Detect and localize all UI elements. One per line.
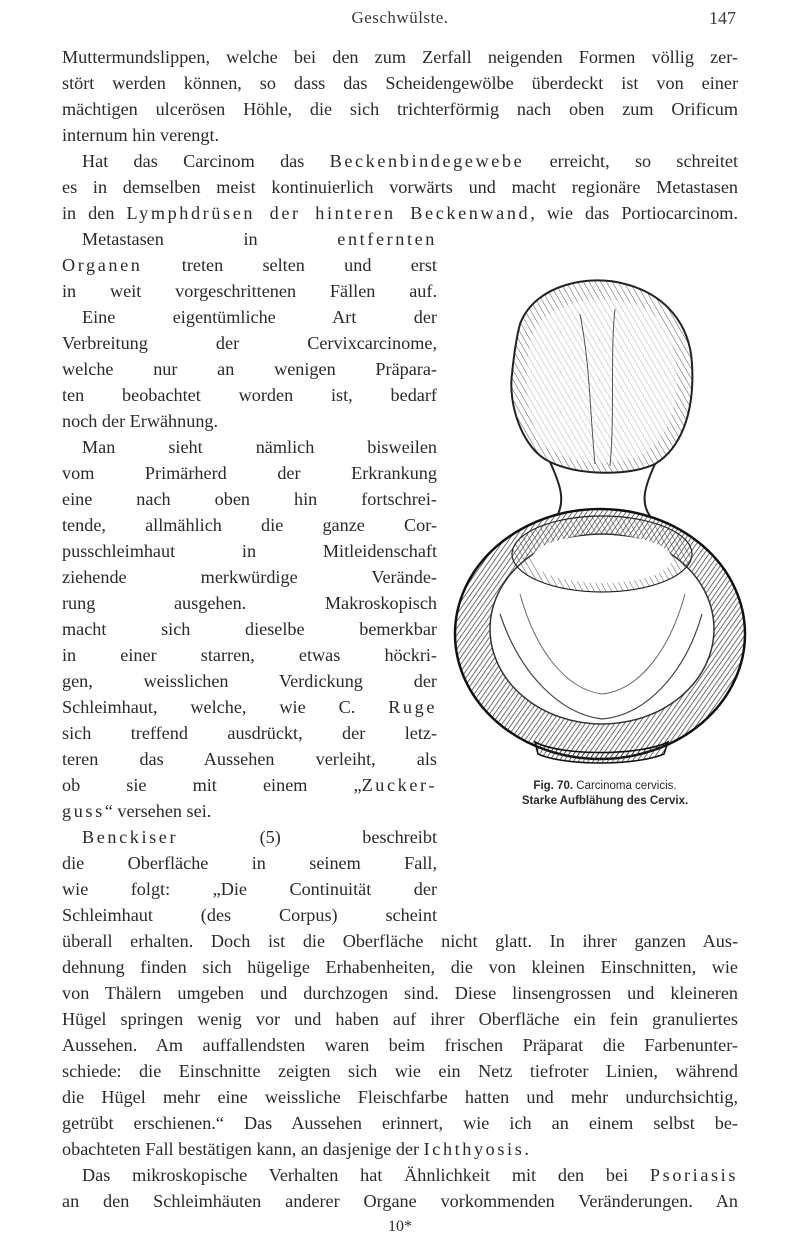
- body-line: Hügel springen wenig vor und haben auf ihrer Oberfläche ein fein granuliertes: [62, 1009, 738, 1029]
- body-line: sich treffend ausdrückt, der letz-: [62, 723, 437, 743]
- body-line: Man sieht nämlich bisweilen: [82, 437, 437, 457]
- cervix-illustration: [440, 254, 770, 774]
- body-line: pusschleimhaut in Mitleidenschaft: [62, 541, 437, 561]
- body-line: Hat das Carcinom das Beckenbindegewebe erreicht, so schreitet: [82, 151, 739, 171]
- body-line: die Oberfläche in seinem Fall,: [62, 853, 437, 873]
- body-line: die Hügel mehr eine weissliche Fleischfarbe hatten und mehr undurchsichtig,: [62, 1087, 738, 1107]
- body-line: in den Lymphdrüsen der hinteren Beckenwand, wie das Portiocarcinom.: [62, 203, 738, 223]
- body-line: mächtigen ulcerösen Höhle, die sich trichterförmig nach oben zum Orificum: [62, 99, 738, 119]
- body-line: getrübt erschienen.“ Das Aussehen erinnert, wie ich an einem selbst be-: [62, 1113, 738, 1133]
- body-line: stört werden können, so dass das Scheidengewölbe überdeckt ist von einer: [62, 73, 738, 93]
- body-line: guss“ versehen sei.: [62, 801, 212, 821]
- body-line: gen, weisslichen Verdickung der: [62, 671, 437, 691]
- body-line: ziehende merkwürdige Verände-: [62, 567, 437, 587]
- body-line: ten beobachtet worden ist, bedarf: [62, 385, 437, 405]
- sheet-signature: 10*: [388, 1218, 412, 1235]
- figure-70: [440, 254, 770, 814]
- body-line: von Thälern umgeben und durchzogen sind. Diese linsengrossen und kleineren: [62, 983, 738, 1003]
- body-line: Verbreitung der Cervixcarcinome,: [62, 333, 437, 353]
- body-line: vom Primärherd der Erkrankung: [62, 463, 437, 483]
- body-line: Organen treten selten und erst: [62, 255, 437, 275]
- body-line: rung ausgehen. Makroskopisch: [62, 593, 437, 613]
- figure-caption-title: [440, 780, 770, 792]
- figure-number: Fig. 70.: [533, 780, 574, 792]
- body-line: Benckiser (5) beschreibt: [82, 827, 437, 847]
- body-line: obachteten Fall bestätigen kann, an dasjenige der Ichthyosis.: [62, 1139, 529, 1159]
- body-line: schiede: die Einschnitte zeigten sich wie ein Netz tiefroter Linien, während: [62, 1061, 738, 1081]
- page-number: 147: [709, 8, 736, 28]
- body-line: dehnung finden sich hügelige Erhabenheiten, die von kleinen Einschnitten, wie: [62, 957, 738, 977]
- body-line: tende, allmählich die ganze Cor-: [62, 515, 437, 535]
- body-line: teren das Aussehen verleiht, als: [62, 749, 437, 769]
- running-head: Geschwülste.: [351, 8, 449, 27]
- body-line: in einer starren, etwas höckri-: [62, 645, 437, 665]
- body-line: Eine eigentümliche Art der: [82, 307, 437, 327]
- page-header: [0, 8, 800, 38]
- body-line: ob sie mit einem „Zucker-: [62, 775, 437, 795]
- figure-caption-subtitle: Starke Aufblähung des Cervix.: [521, 795, 689, 807]
- body-line: Schleimhaut (des Corpus) scheint: [62, 905, 437, 925]
- body-line: es in demselben meist kontinuierlich vorwärts und macht regionäre Metastasen: [62, 177, 738, 197]
- body-line: internum hin verengt.: [62, 125, 220, 145]
- body-line: an den Schleimhäuten anderer Organe vorkommenden Veränderungen. An: [62, 1191, 738, 1211]
- body-line: in weit vorgeschrittenen Fällen auf.: [62, 281, 437, 301]
- body-line: noch der Erwähnung.: [62, 411, 219, 431]
- body-line: Aussehen. Am auffallendsten waren beim frischen Präparat die Farbenunter-: [62, 1035, 738, 1055]
- body-line: eine nach oben hin fortschrei-: [62, 489, 437, 509]
- body-line: Das mikroskopische Verhalten hat Ähnlichkeit mit den bei Psoriasis: [82, 1165, 738, 1185]
- figure-title: Carcinoma cervicis.: [576, 780, 677, 792]
- body-line: macht sich dieselbe bemerkbar: [62, 619, 437, 639]
- body-line: welche nur an wenigen Präpara-: [62, 359, 437, 379]
- body-line: Schleimhaut, welche, wie C. Ruge: [62, 697, 437, 717]
- body-line: Muttermundslippen, welche bei den zum Zerfall neigenden Formen völlig zer-: [62, 47, 738, 67]
- body-line: überall erhalten. Doch ist die Oberfläche nicht glatt. In ihrer ganzen Aus-: [62, 931, 738, 951]
- body-line: Metastasen in entfernten: [82, 229, 437, 249]
- body-line: wie folgt: „Die Continuität der: [62, 879, 437, 899]
